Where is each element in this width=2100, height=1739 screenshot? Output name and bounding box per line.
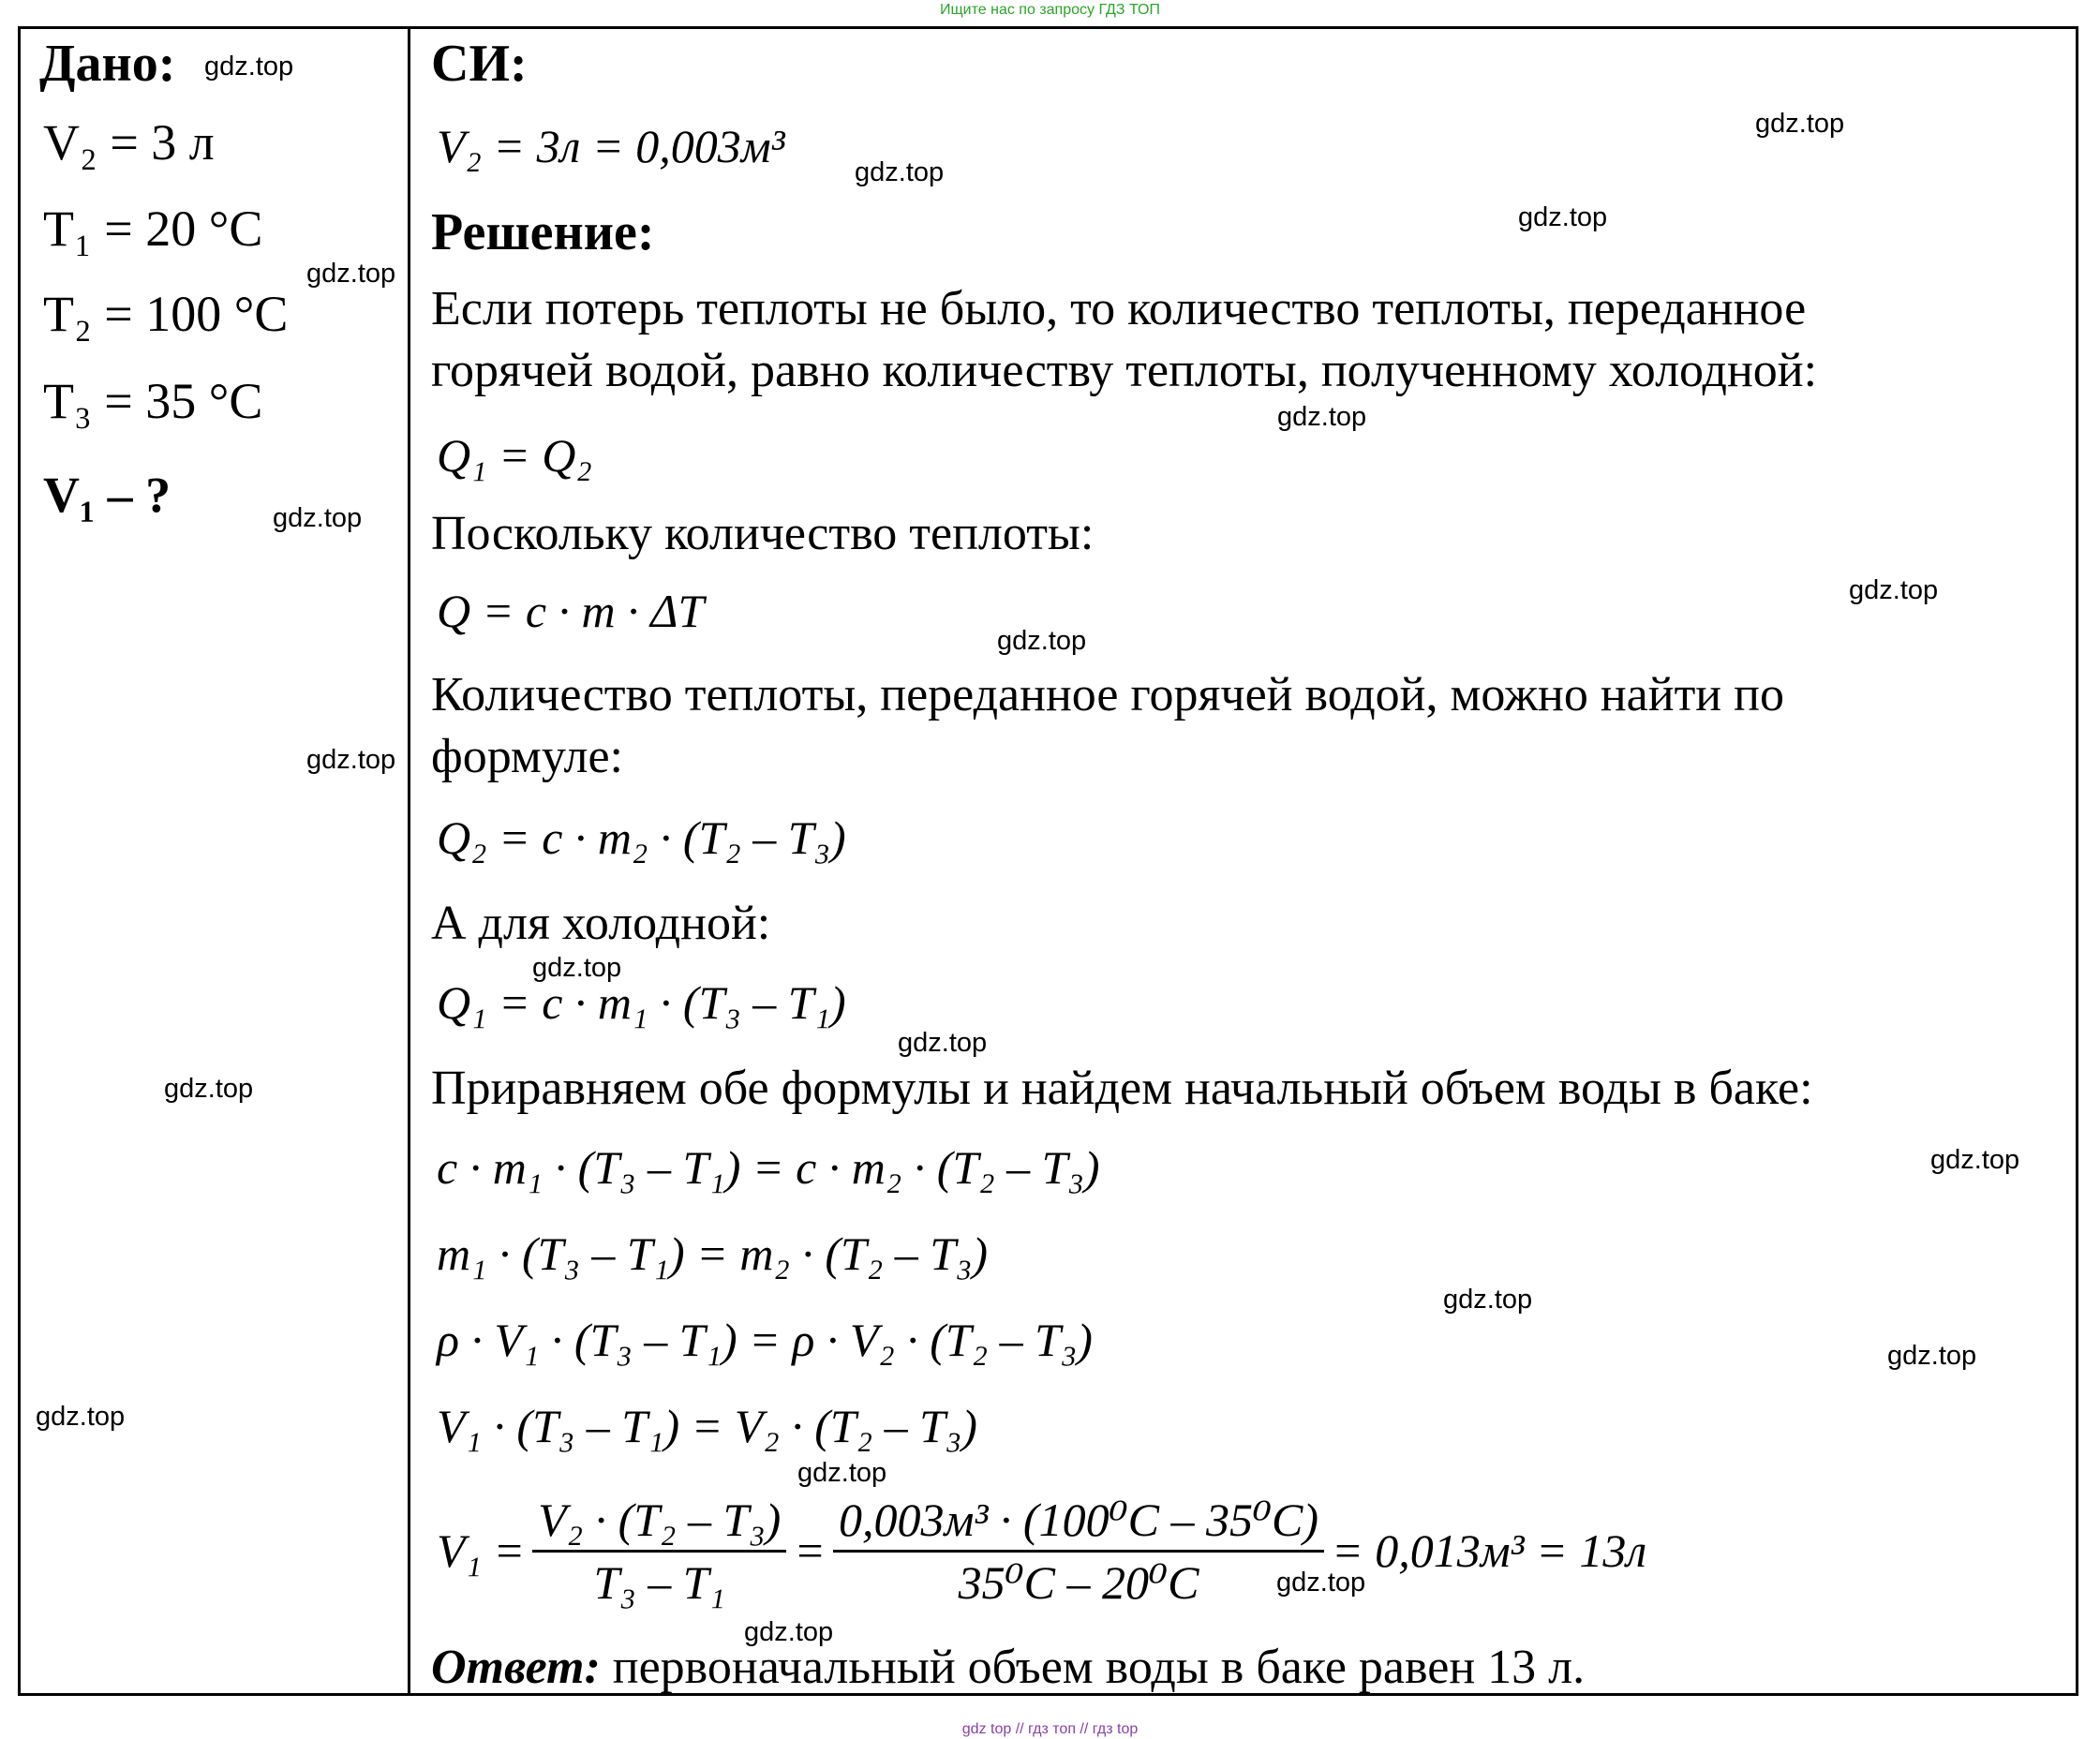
solution-p2: Поскольку количество теплоты: — [431, 507, 1095, 560]
given-item-t2: T₂ = 100 °C — [43, 286, 289, 342]
formula-final — [437, 1480, 1646, 1621]
formula-q1: Q₁ = c · m₁ · (T₃ – T₁) — [437, 976, 846, 1029]
si-conversion: V₂ = 3л = 0,003м³ — [437, 120, 785, 172]
watermark-text: gdz.top — [1930, 1145, 2020, 1175]
fraction-1-denominator: T₃ – T₁ — [593, 1555, 725, 1609]
formula-equate-2: m₁ · (T₃ – T₁) = m₂ · (T₂ – T₃) — [437, 1227, 989, 1280]
formula-final-fraction-1 — [532, 1490, 786, 1613]
formula-equate-4: V₁ · (T₃ – T₁) = V₂ · (T₂ – T₃) — [437, 1400, 977, 1452]
bottom-banner: gdz top // гдз топ // гдз top — [961, 1721, 1139, 1737]
fraction-2-denominator: 35⁰C – 20⁰C — [958, 1555, 1199, 1609]
given-item-t3: T₃ = 35 °C — [43, 373, 263, 429]
watermark-text: gdz.top — [204, 52, 294, 82]
watermark-text: gdz.top — [1755, 109, 1845, 139]
column-divider — [408, 26, 410, 1696]
formula-q1-eq-q2: Q₁ = Q₂ — [437, 429, 592, 482]
watermark-text: gdz.top — [797, 1458, 887, 1488]
watermark-text: gdz.top — [1887, 1341, 1977, 1371]
solution-p1-line2: горячей водой, равно количеству теплоты, полученному холодной: — [431, 344, 1818, 397]
top-banner: Ищите нас по запросу ГДЗ ТОП — [940, 2, 1160, 18]
solution-p1-line1: Если потерь теплоты не было, то количество теплоты, переданное — [431, 282, 1807, 335]
formula-final-eq: = — [794, 1524, 827, 1577]
watermark-text: gdz.top — [1443, 1285, 1533, 1315]
answer-label: Ответ: — [431, 1641, 601, 1694]
answer-line — [431, 1640, 1585, 1696]
solution-title: Решение: — [431, 203, 655, 261]
watermark-text: gdz.top — [36, 1402, 126, 1432]
formula-final-fraction-2 — [833, 1490, 1324, 1613]
given-item-unknown: V₁ – ? — [43, 467, 171, 523]
given-item-t1: T₁ = 20 °C — [43, 201, 263, 257]
watermark-text: gdz.top — [164, 1074, 254, 1104]
answer-text: первоначальный объем воды в баке равен 13 л. — [600, 1641, 1586, 1694]
watermark-text: gdz.top — [1849, 575, 1939, 605]
watermark-text: gdz.top — [306, 259, 396, 289]
watermark-text: gdz.top — [855, 157, 945, 187]
fraction-2-numerator: 0,003м³ · (100⁰C – 35⁰C) — [833, 1490, 1324, 1553]
solution-p3-line1: Количество теплоты, переданное горячей водой, можно найти по — [431, 668, 1784, 721]
formula-final-result: = 0,013м³ = 13л — [1332, 1524, 1647, 1577]
formula-heat: Q = c · m · ΔT — [437, 585, 705, 637]
watermark-text: gdz.top — [898, 1028, 988, 1058]
fraction-1-numerator: V₂ · (T₂ – T₃) — [532, 1490, 786, 1553]
watermark-text: gdz.top — [532, 953, 622, 983]
given-item-v2: V₂ = 3 л — [43, 114, 215, 171]
watermark-text: gdz.top — [744, 1617, 834, 1647]
watermark-text: gdz.top — [1277, 402, 1367, 432]
watermark-text: gdz.top — [273, 503, 363, 533]
formula-equate-3: ρ · V₁ · (T₃ – T₁) = ρ · V₂ · (T₂ – T₃) — [437, 1314, 1093, 1366]
solution-p4: А для холодной: — [431, 897, 771, 950]
watermark-text: gdz.top — [1518, 202, 1608, 232]
solution-p3-line2: формуле: — [431, 730, 624, 783]
solution-p5: Приравняем обе формулы и найдем начальный объем воды в баке: — [431, 1062, 1813, 1115]
watermark-text: gdz.top — [1276, 1568, 1366, 1598]
formula-equate-1: c · m₁ · (T₃ – T₁) = c · m₂ · (T₂ – T₃) — [437, 1141, 1100, 1194]
watermark-text: gdz.top — [997, 626, 1087, 656]
given-title: Дано: — [39, 35, 176, 93]
formula-final-lhs: V₁ = — [437, 1524, 526, 1577]
formula-q2: Q₂ = c · m₂ · (T₂ – T₃) — [437, 811, 846, 864]
watermark-text: gdz.top — [306, 745, 396, 775]
si-title: СИ: — [431, 35, 528, 93]
